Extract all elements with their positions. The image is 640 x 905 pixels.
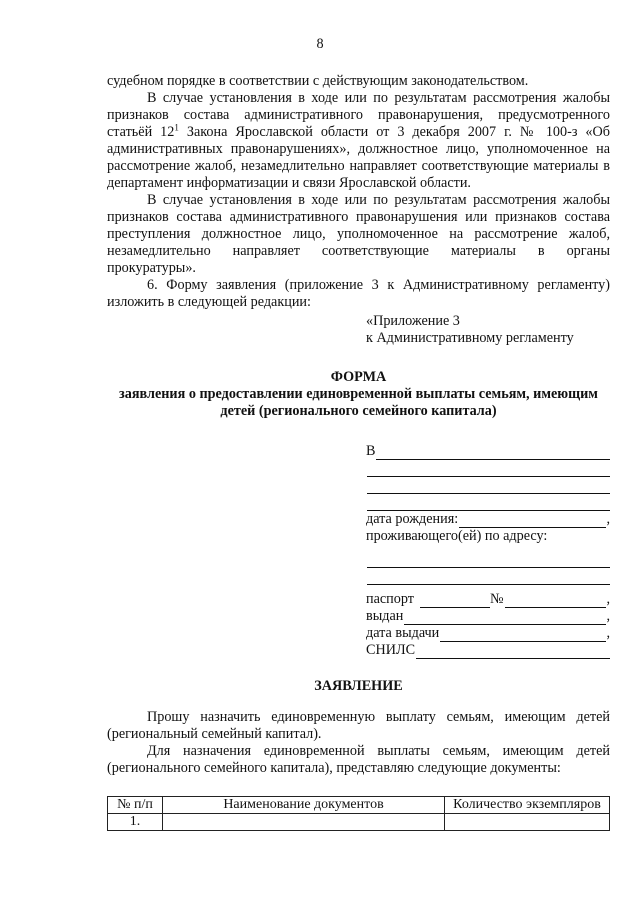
- comma: ,: [606, 608, 610, 624]
- blank-line: [367, 497, 610, 511]
- statement-documents: Для назначения единовременной выплаты семьям, имеющим детей (регионального семейного капитала), представляю следующие документы:: [107, 743, 610, 776]
- blank-line: [404, 611, 606, 625]
- form-subtitle: заявления о предоставлении единовременной выплаты семьям, имеющим детей (регионального семейного капитала): [119, 386, 598, 419]
- paragraph-continuation: судебном порядке в соответствии с действующим законодательством.: [107, 73, 529, 89]
- paragraph-part: В случае установления в ходе или по результатам рассмотрения жалобы признаков состава административного правонарушения, предусмотренного статьёй 12: [107, 90, 610, 140]
- paragraph-form-change: 6. Форму заявления (приложение 3 к Административному регламенту) изложить в следующей редакции:: [107, 277, 610, 310]
- comma: ,: [606, 511, 610, 527]
- page-number: 8: [316, 36, 324, 52]
- blank-row[interactable]: [366, 477, 610, 494]
- issue-date-label: дата выдачи: [366, 625, 440, 641]
- paragraph-part: Закона Ярославской области от 3 декабря 2007 г. № 100-з «Об административных правонарушениях», должностное лицо, уполномоченное на рассмотрение жалоб, незамедлительно направляет соответствующие материалы в департамент информатизации и связи Ярославской области.: [107, 124, 610, 191]
- superscript: 1: [174, 122, 179, 133]
- recipient-label: В: [366, 443, 376, 459]
- form-heading: [107, 369, 610, 420]
- form-title: ФОРМА: [330, 369, 387, 385]
- residence-label: проживающего(ей) по адресу:: [366, 528, 548, 544]
- documents-table: [107, 796, 610, 831]
- blank-line: [367, 571, 610, 585]
- paragraph-crime: В случае установления в ходе или по результатам рассмотрения жалобы признаков состава административного правонарушения или признаков состава преступления должностное лицо, уполномоченное на рассмотрение жалоб, незамедлительно направляет соответствующие материалы в органы прокуратуры».: [107, 192, 610, 276]
- statement-title: ЗАЯВЛЕНИЕ: [314, 678, 403, 694]
- header-number: № п/п: [108, 797, 163, 814]
- appendix-reference: [366, 313, 610, 347]
- blank-line: [416, 645, 610, 659]
- document-body: [107, 73, 610, 831]
- blank-line: [367, 554, 610, 568]
- cell-document-name[interactable]: [163, 814, 445, 831]
- table-header-row: [108, 797, 610, 814]
- residence-label-row: [366, 528, 610, 545]
- blank-line: [367, 480, 610, 494]
- issue-date-field[interactable]: [366, 625, 610, 642]
- appendix-line: «Приложение 3: [366, 313, 460, 329]
- issued-label: выдан: [366, 608, 404, 624]
- passport-series-line: [420, 594, 490, 608]
- table-row: [108, 814, 610, 831]
- snils-label: СНИЛС: [366, 642, 416, 658]
- cell-number: 1.: [108, 814, 163, 831]
- address-block: [366, 443, 610, 659]
- birth-date-label: дата рождения:: [366, 511, 459, 527]
- recipient-field[interactable]: [366, 443, 610, 460]
- header-copies: Количество экземпляров: [445, 797, 610, 814]
- blank-row[interactable]: [366, 494, 610, 511]
- blank-line: [459, 514, 606, 528]
- passport-label: паспорт: [366, 591, 414, 607]
- blank-line: [367, 463, 610, 477]
- address-row[interactable]: [366, 551, 610, 568]
- blank-row[interactable]: [366, 460, 610, 477]
- appendix-line: к Административному регламенту: [366, 330, 574, 346]
- comma: ,: [606, 591, 610, 607]
- issued-field[interactable]: [366, 608, 610, 625]
- comma: ,: [606, 625, 610, 641]
- cell-copies[interactable]: [445, 814, 610, 831]
- passport-field[interactable]: [366, 591, 610, 608]
- blank-line: [376, 446, 610, 460]
- number-label: №: [489, 591, 504, 607]
- passport-number-line: [505, 594, 607, 608]
- birth-date-field[interactable]: [366, 511, 610, 528]
- address-row[interactable]: [366, 568, 610, 585]
- paragraph-admin-violation: [107, 90, 610, 192]
- header-document-name: Наименование документов: [163, 797, 445, 814]
- blank-line: [440, 628, 606, 642]
- statement-request: Прошу назначить единовременную выплату семьям, имеющим детей (региональный семейный капитал).: [107, 709, 610, 742]
- snils-field[interactable]: [366, 642, 610, 659]
